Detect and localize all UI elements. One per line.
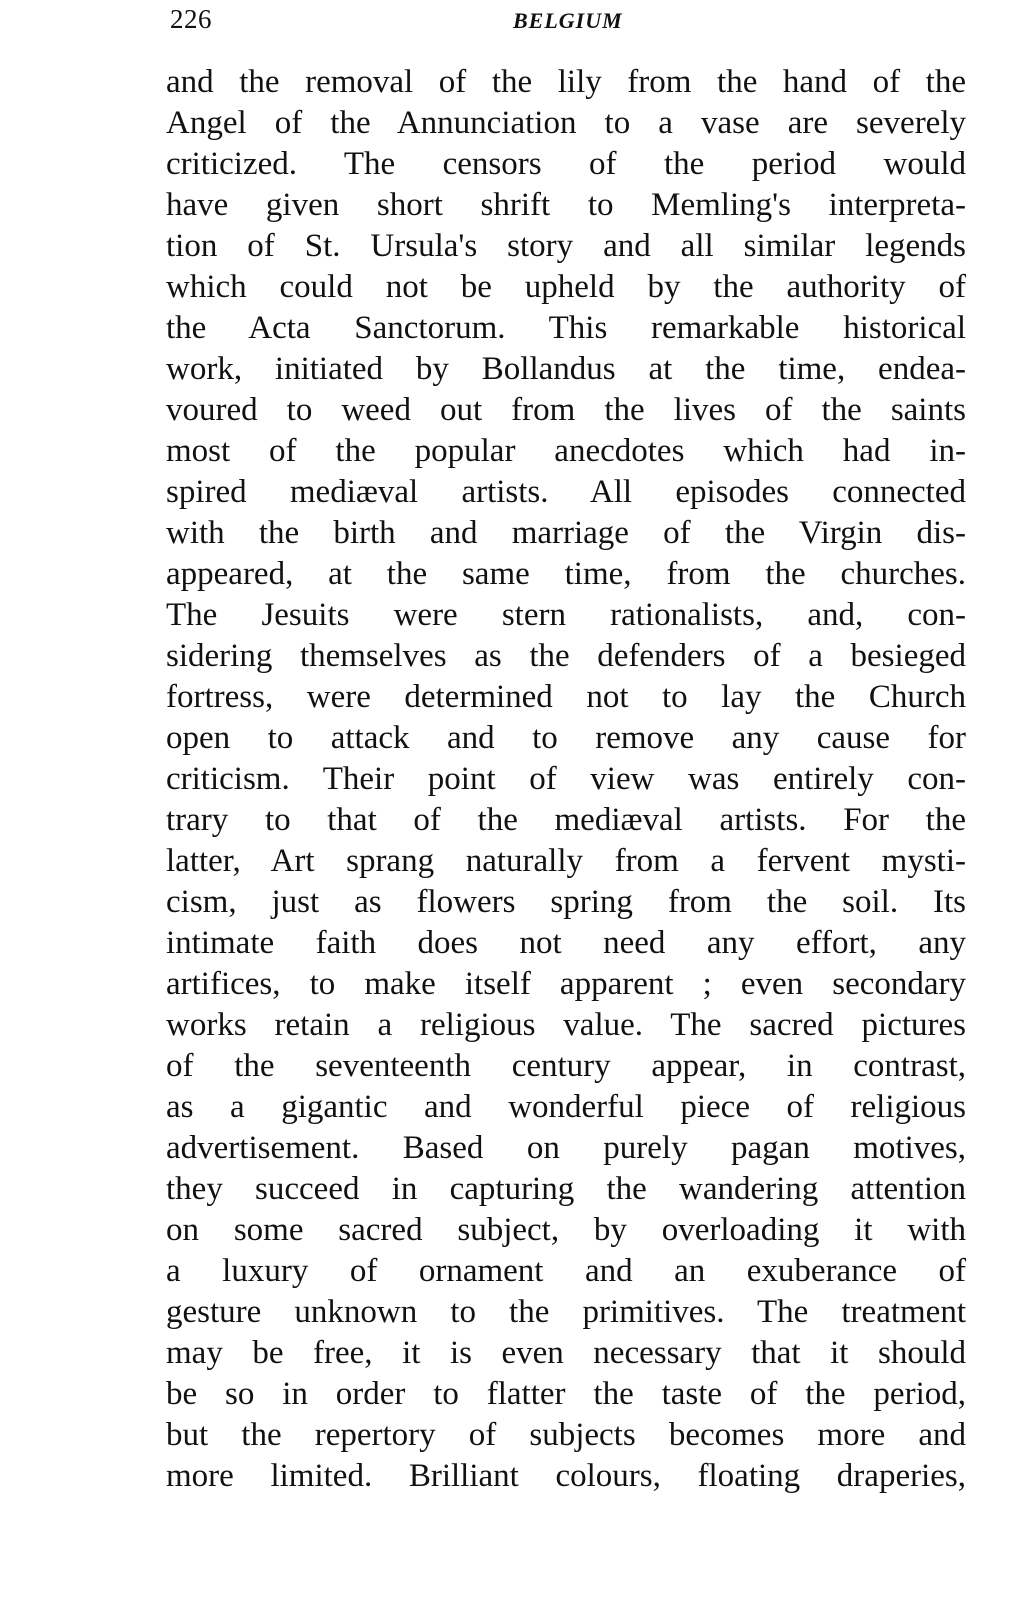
text-line: advertisement. Based on purely pagan motives, — [166, 1130, 966, 1166]
text-line: more limited. Brilliant colours, floating draperies, — [166, 1458, 966, 1494]
text-line: spired mediæval artists. All episodes connected — [166, 474, 966, 510]
text-line: latter, Art sprang naturally from a fervent mysti- — [166, 843, 966, 879]
text-line: Angel of the Annunciation to a vase are severely — [166, 105, 966, 141]
text-line: trary to that of the mediæval artists. For the — [166, 802, 966, 838]
running-head: BELGIUM — [513, 8, 623, 33]
page-number: 226 — [170, 4, 212, 34]
text-line: a luxury of ornament and an exuberance of — [166, 1253, 966, 1289]
text-line: criticized. The censors of the period would — [166, 146, 966, 182]
text-line: The Jesuits were stern rationalists, and, con- — [166, 597, 966, 633]
text-line: have given short shrift to Memling's interpreta- — [166, 187, 966, 223]
text-line: open to attack and to remove any cause for — [166, 720, 966, 756]
text-line: be so in order to flatter the taste of the period, — [166, 1376, 966, 1412]
text-line: on some sacred subject, by overloading it with — [166, 1212, 966, 1248]
text-line: but the repertory of subjects becomes more and — [166, 1417, 966, 1453]
text-line: with the birth and marriage of the Virgin dis- — [166, 515, 966, 551]
text-line: tion of St. Ursula's story and all similar legends — [166, 228, 966, 264]
text-line: works retain a religious value. The sacred pictures — [166, 1007, 966, 1043]
text-line: gesture unknown to the primitives. The treatment — [166, 1294, 966, 1330]
text-line: and the removal of the lily from the hand of the — [166, 64, 966, 100]
text-line: fortress, were determined not to lay the Church — [166, 679, 966, 715]
text-line: cism, just as flowers spring from the soil. Its — [166, 884, 966, 920]
text-line: criticism. Their point of view was entirely con- — [166, 761, 966, 797]
text-line: which could not be upheld by the authority of — [166, 269, 966, 305]
text-line: intimate faith does not need any effort, any — [166, 925, 966, 961]
text-line: they succeed in capturing the wandering attention — [166, 1171, 966, 1207]
text-line: voured to weed out from the lives of the saints — [166, 392, 966, 428]
text-line: artifices, to make itself apparent ; even secondary — [166, 966, 966, 1002]
text-line: the Acta Sanctorum. This remarkable historical — [166, 310, 966, 346]
text-line: work, initiated by Bollandus at the time, endea- — [166, 351, 966, 387]
text-line: appeared, at the same time, from the churches. — [166, 556, 966, 592]
page-header — [170, 4, 970, 40]
text-line: as a gigantic and wonderful piece of religious — [166, 1089, 966, 1125]
text-line: of the seventeenth century appear, in contrast, — [166, 1048, 966, 1084]
text-line: may be free, it is even necessary that it should — [166, 1335, 966, 1371]
text-line: sidering themselves as the defenders of a besieged — [166, 638, 966, 674]
text-line: most of the popular anecdotes which had in- — [166, 433, 966, 469]
body-text — [166, 62, 966, 1497]
